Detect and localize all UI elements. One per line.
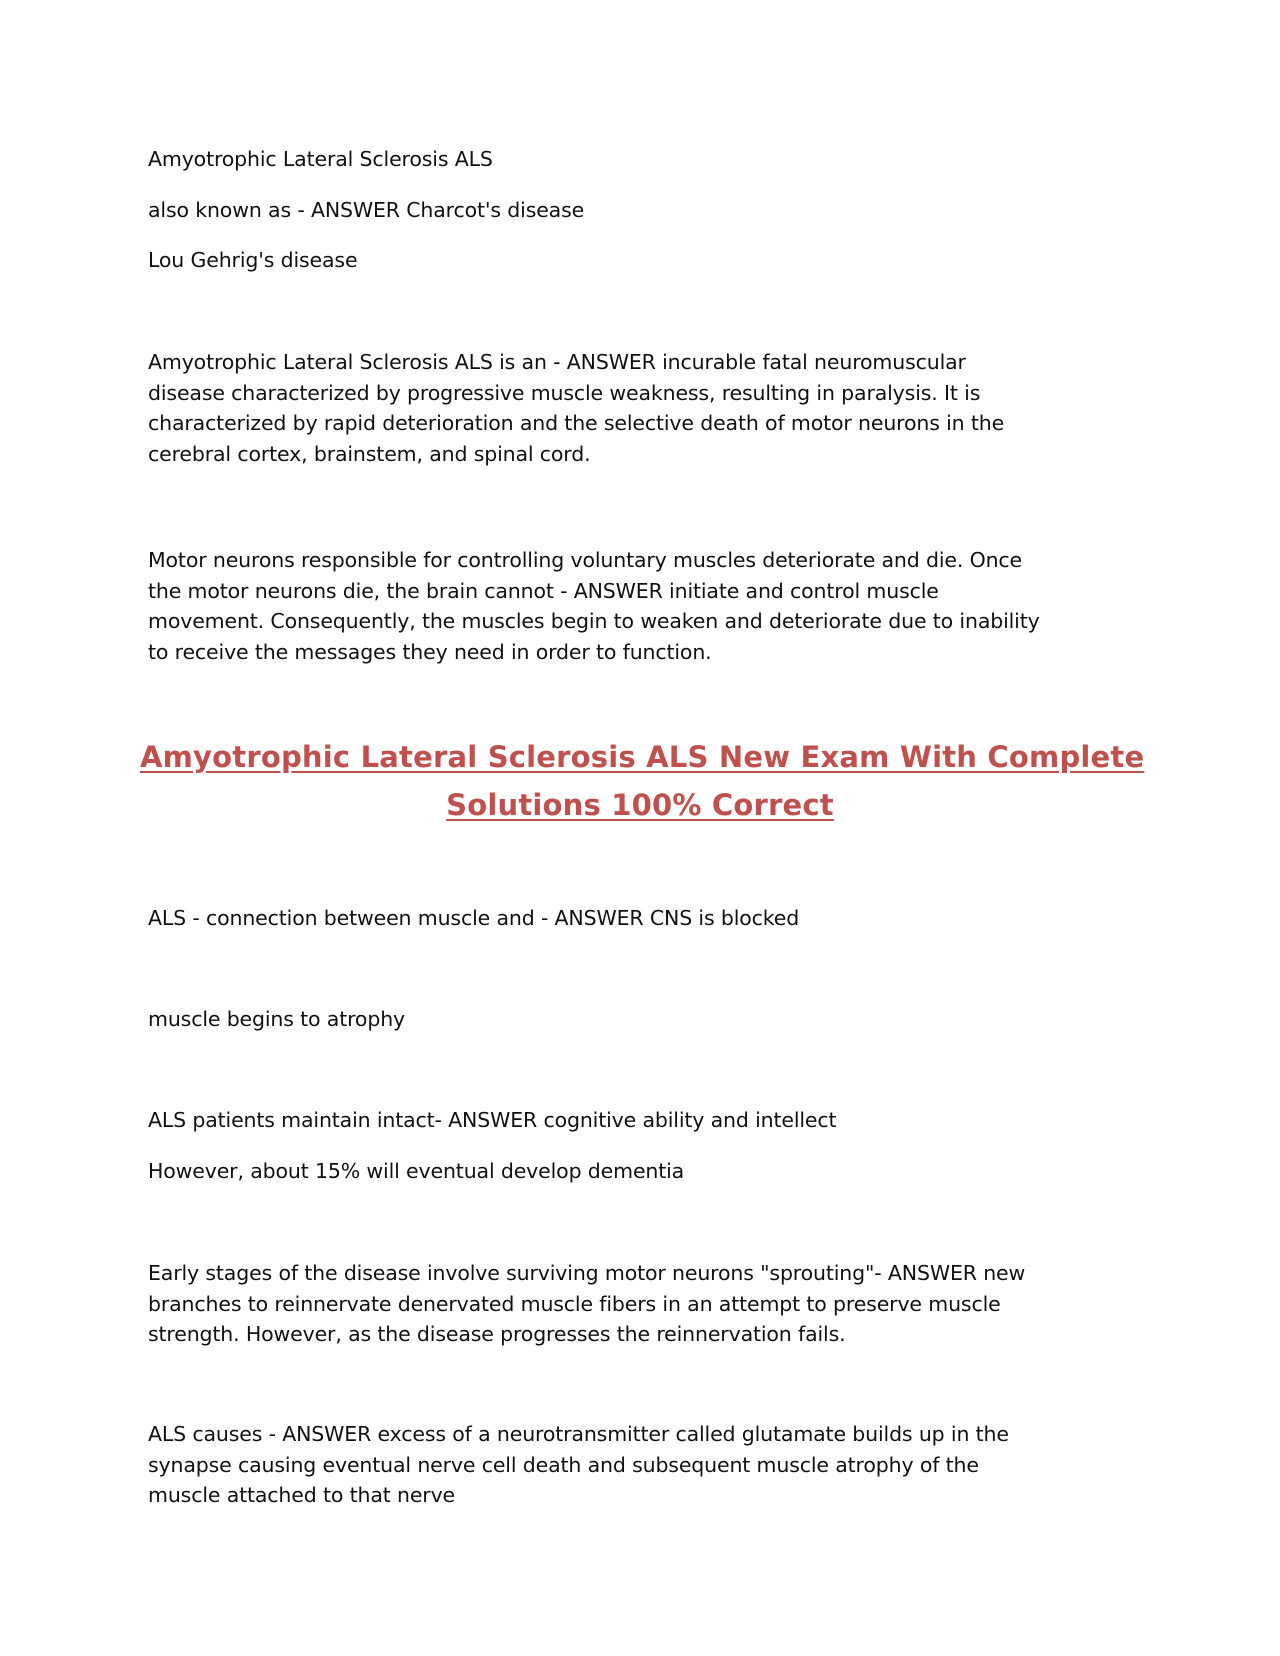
text-line: movement. Consequently, the muscles begin to weaken and deteriorate due to inability xyxy=(148,609,1040,633)
text-line: characterized by rapid deterioration and the selective death of motor neurons in the xyxy=(148,411,1005,435)
heading-line: Solutions 100% Correct xyxy=(446,788,834,822)
text-line: to receive the messages they need in order to function. xyxy=(148,639,712,664)
text-line: branches to reinnervate denervated muscle fibers in an attempt to preserve muscle xyxy=(148,1291,1001,1316)
text-line: synapse causing eventual nerve cell death and subsequent muscle atrophy of the xyxy=(148,1452,979,1477)
paragraph-title-line: Amyotrophic Lateral Sclerosis ALS xyxy=(148,147,493,171)
paragraph-als-definition xyxy=(148,347,1138,469)
paragraph-connection-blocked: ALS - connection between muscle and - ANSWER CNS is blocked xyxy=(148,906,800,930)
text-line: ALS causes - ANSWER excess of a neurotransmitter called glutamate builds up in the xyxy=(148,1422,1009,1446)
text-line: cerebral cortex, brainstem, and spinal cord. xyxy=(148,441,591,466)
paragraph-lou-gehrig: Lou Gehrig's disease xyxy=(148,248,358,272)
text-line: Amyotrophic Lateral Sclerosis ALS is an - ANSWER incurable fatal neuromuscular xyxy=(148,350,966,374)
text-line: Motor neurons responsible for controlling voluntary muscles deteriorate and die. Once xyxy=(148,548,1023,572)
text-line: Early stages of the disease involve surviving motor neurons "sprouting"- ANSWER new xyxy=(148,1261,1026,1285)
text-line: muscle attached to that nerve xyxy=(148,1483,456,1507)
paragraph-motor-neurons xyxy=(148,545,1138,667)
text-line: strength. However, as the disease progresses the reinnervation fails. xyxy=(148,1322,846,1346)
text-line: the motor neurons die, the brain cannot - ANSWER initiate and control muscle xyxy=(148,578,939,603)
paragraph-dementia: However, about 15% will eventual develop dementia xyxy=(148,1159,685,1183)
paragraph-sprouting xyxy=(148,1258,1138,1350)
paragraph-cognitive: ALS patients maintain intact- ANSWER cognitive ability and intellect xyxy=(148,1108,837,1132)
paragraph-also-known-as: also known as - ANSWER Charcot's disease xyxy=(148,198,585,222)
text-line: disease characterized by progressive muscle weakness, resulting in paralysis. It is xyxy=(148,380,981,405)
heading-line: Amyotrophic Lateral Sclerosis ALS New Exam With Complete xyxy=(140,740,1145,774)
paragraph-atrophy: muscle begins to atrophy xyxy=(148,1007,406,1031)
document-heading xyxy=(140,733,1145,829)
paragraph-glutamate xyxy=(148,1419,1138,1511)
